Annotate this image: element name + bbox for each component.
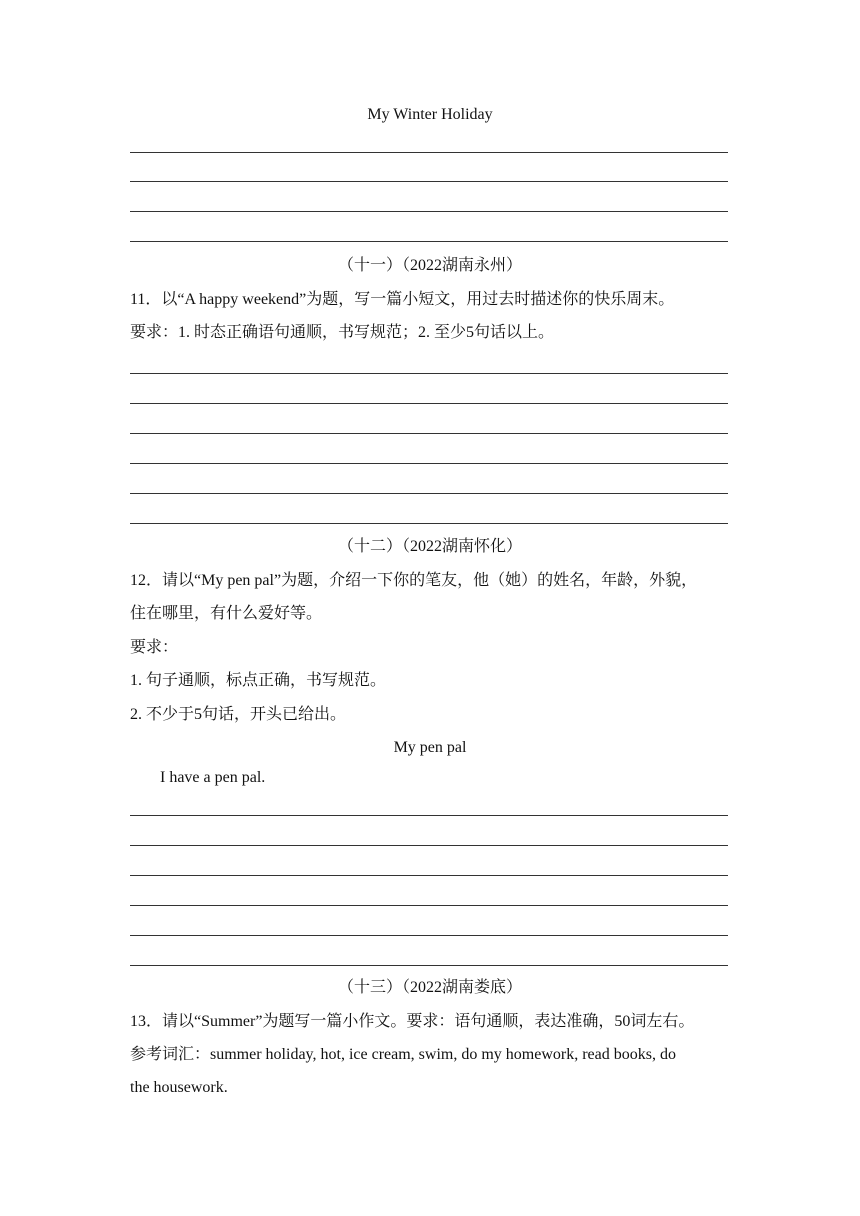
question-12-requirement-1: 1. 句子通顺，标点正确，书写规范。 <box>130 672 387 689</box>
writing-line[interactable] <box>130 965 728 966</box>
writing-line[interactable] <box>130 241 728 242</box>
writing-line[interactable] <box>130 875 728 876</box>
writing-line[interactable] <box>130 373 728 374</box>
question-11-prompt: 11．以“A happy weekend”为题，写一篇小短文，用过去时描述你的快乐周末。 <box>130 291 675 308</box>
question-12-prompt-line1: 12．请以“My pen pal”为题，介绍一下你的笔友，他（她）的姓名，年龄，外貌， <box>130 572 698 589</box>
question-12-requirement-label: 要求： <box>130 639 179 656</box>
essay-opening-sentence: I have a pen pal. <box>160 769 266 786</box>
writing-line[interactable] <box>130 463 728 464</box>
writing-line[interactable] <box>130 152 728 153</box>
question-11-requirement: 要求：1. 时态正确语句通顺，书写规范；2. 至少5句话以上。 <box>130 324 555 341</box>
question-12-requirement-2: 2. 不少于5句话，开头已给出。 <box>130 706 347 723</box>
writing-line[interactable] <box>130 523 728 524</box>
writing-line[interactable] <box>130 211 728 212</box>
writing-line[interactable] <box>130 433 728 434</box>
writing-line[interactable] <box>130 403 728 404</box>
question-12-prompt-line2: 住在哪里，有什么爱好等。 <box>130 605 323 622</box>
question-13-prompt: 13．请以“Summer”为题写一篇小作文。要求：语句通顺，表达准确，50词左右。 <box>130 1013 695 1030</box>
section-heading-12: （十二）（2022湖南怀化） <box>337 538 522 555</box>
writing-line[interactable] <box>130 905 728 906</box>
writing-line[interactable] <box>130 815 728 816</box>
question-13-vocab-line1: 参考词汇：summer holiday, hot, ice cream, swim, do my homework, read books, do <box>130 1046 676 1063</box>
writing-line[interactable] <box>130 181 728 182</box>
question-13-vocab-line2: the housework. <box>130 1079 228 1096</box>
writing-line[interactable] <box>130 935 728 936</box>
essay-title-pen-pal: My pen pal <box>393 739 467 756</box>
writing-line[interactable] <box>130 493 728 494</box>
section-heading-13: （十三）（2022湖南娄底） <box>337 979 522 996</box>
essay-title-winter-holiday: My Winter Holiday <box>367 106 493 123</box>
section-heading-11: （十一）（2022湖南永州） <box>337 257 522 274</box>
writing-line[interactable] <box>130 845 728 846</box>
